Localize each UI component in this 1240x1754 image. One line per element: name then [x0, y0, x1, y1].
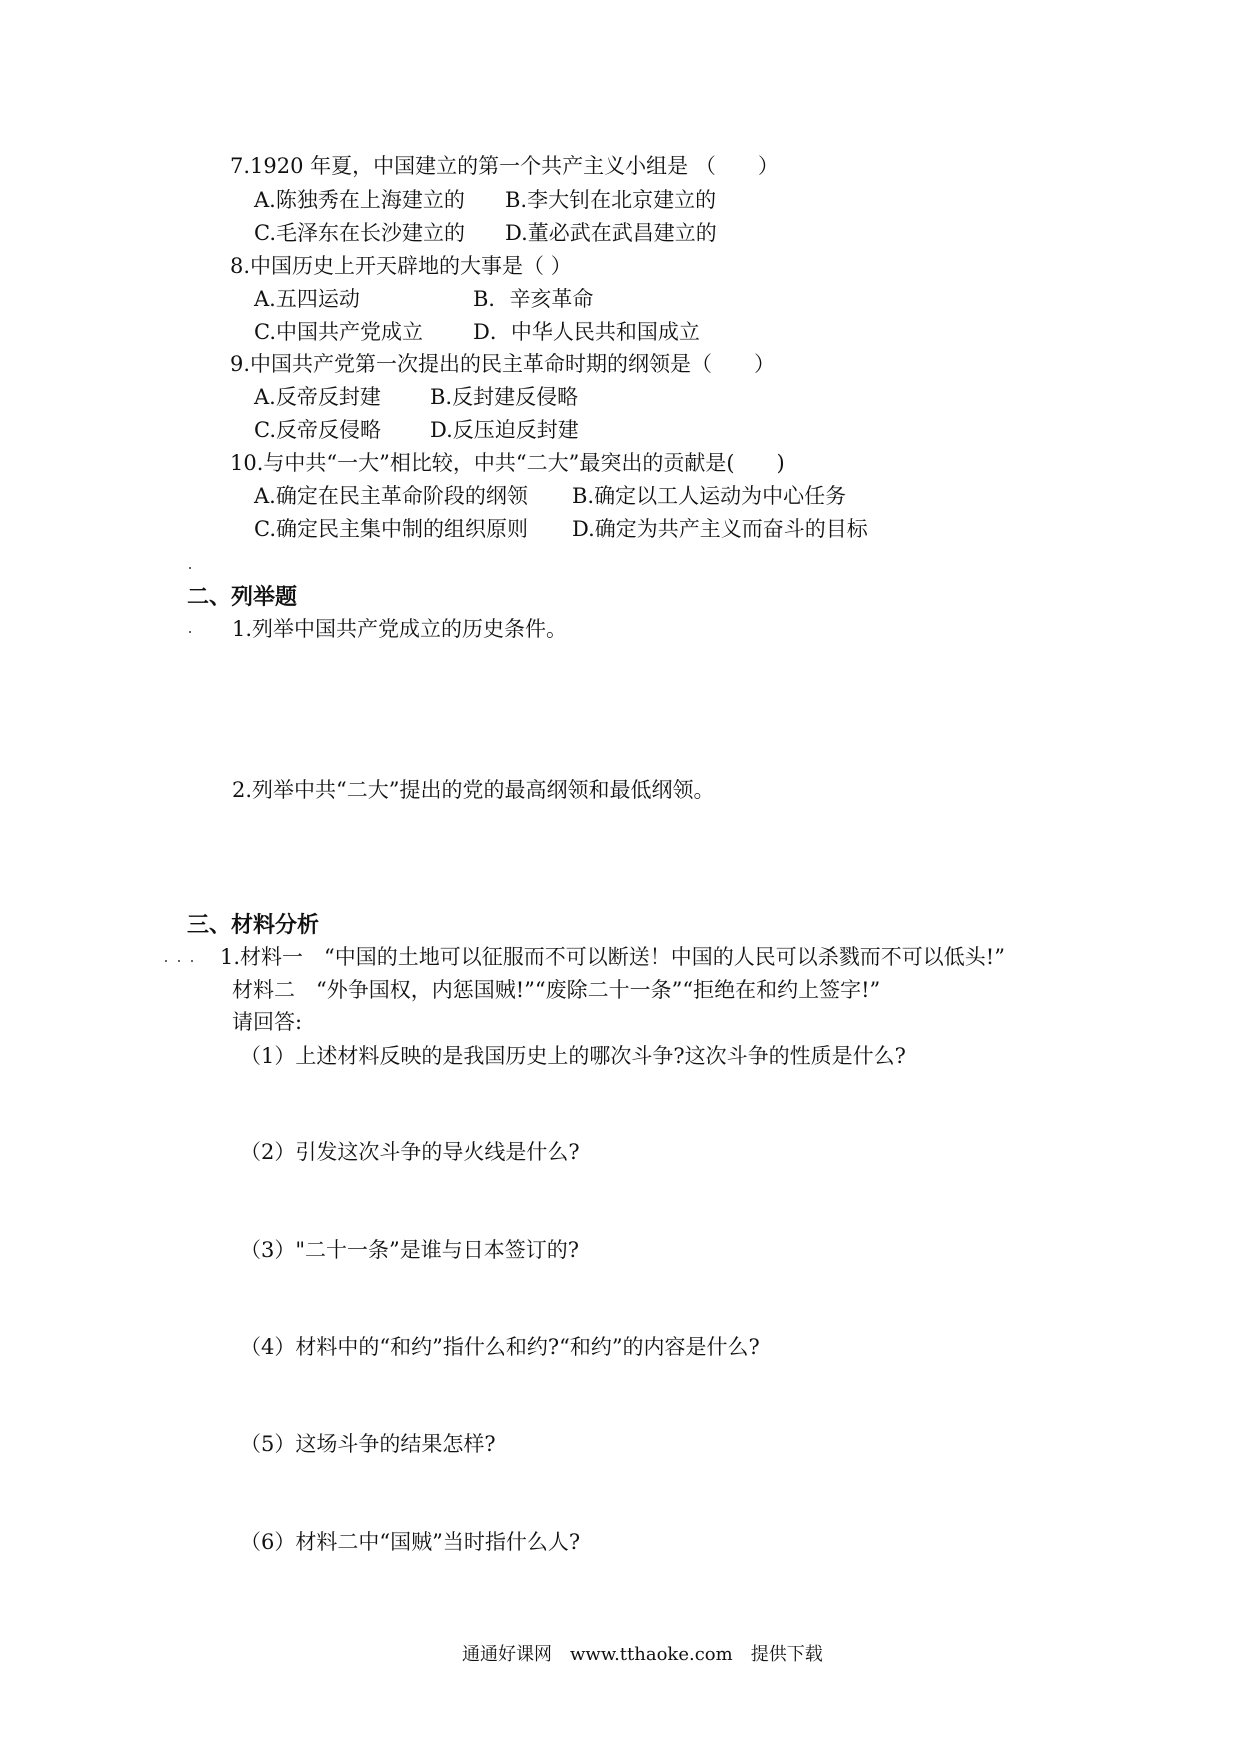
subquestion-2: （2）引发这次斗争的导火线是什么?	[240, 1140, 580, 1164]
question-9-option-a: A.反帝反封建	[254, 385, 381, 409]
question-9-option-d: D.反压迫反封建	[430, 418, 579, 442]
material-one: 1.材料一 “中国的土地可以征服而不可以断送！中国的人民可以杀戮而不可以低头!”	[220, 945, 1005, 969]
question-8-option-a: A.五四运动	[254, 287, 360, 311]
section-2-item-1: 1.列举中国共产党成立的历史条件。	[232, 617, 568, 641]
question-7-option-b: B.李大钊在北京建立的	[505, 188, 717, 212]
question-8-stem: 8.中国历史上开天辟地的大事是（ ）	[230, 254, 572, 278]
question-9-stem: 9.中国共产党第一次提出的民主革命时期的纲领是（ ）	[230, 352, 776, 376]
subquestion-6: （6）材料二中“国贼”当时指什么人?	[240, 1530, 581, 1554]
scan-speck	[191, 960, 193, 962]
question-10-option-b: B.确定以工人运动为中心任务	[572, 484, 847, 508]
answer-prompt: 请回答:	[232, 1010, 303, 1034]
material-two: 材料二 “外争国权，内惩国贼!”“废除二十一条”“拒绝在和约上签字!”	[232, 978, 881, 1002]
section-2-item-2: 2.列举中共“二大”提出的党的最高纲领和最低纲领。	[232, 778, 715, 802]
question-8-option-c: C.中国共产党成立	[254, 320, 423, 344]
question-8-option-b: B．辛亥革命	[473, 287, 594, 311]
scan-speck	[189, 631, 191, 633]
subquestion-3: （3）"二十一条”是谁与日本签订的?	[240, 1238, 580, 1262]
question-7-stem: 7.1920 年夏，中国建立的第一个共产主义小组是 （ ）	[230, 154, 779, 178]
question-7-option-a: A.陈独秀在上海建立的	[254, 188, 465, 212]
scan-speck	[178, 960, 180, 962]
question-10-option-d: D.确定为共产主义而奋斗的目标	[572, 517, 868, 541]
question-8-option-d: D．中华人民共和国成立	[473, 320, 700, 344]
subquestion-4: （4）材料中的“和约”指什么和约?“和约”的内容是什么?	[240, 1335, 760, 1359]
subquestion-1: （1）上述材料反映的是我国历史上的哪次斗争?这次斗争的性质是什么?	[240, 1044, 906, 1068]
scan-speck	[165, 960, 167, 962]
question-10-option-c: C.确定民主集中制的组织原则	[254, 517, 528, 541]
question-10-option-a: A.确定在民主革命阶段的纲领	[254, 484, 528, 508]
question-7-option-c: C.毛泽东在长沙建立的	[254, 221, 465, 245]
section-3-heading: 三、材料分析	[187, 913, 320, 938]
question-7-option-d: D.董必武在武昌建立的	[505, 221, 717, 245]
question-9-option-b: B.反封建反侵略	[430, 385, 579, 409]
section-2-heading: 二、列举题	[187, 585, 298, 610]
question-9-option-c: C.反帝反侵略	[254, 418, 381, 442]
footer-credit: 通通好课网 www.tthaoke.com 提供下载	[462, 1644, 823, 1665]
question-10-stem: 10.与中共“一大”相比较，中共“二大”最突出的贡献是( )	[230, 451, 785, 475]
subquestion-5: （5）这场斗争的结果怎样?	[240, 1432, 496, 1456]
scan-speck	[189, 567, 191, 569]
